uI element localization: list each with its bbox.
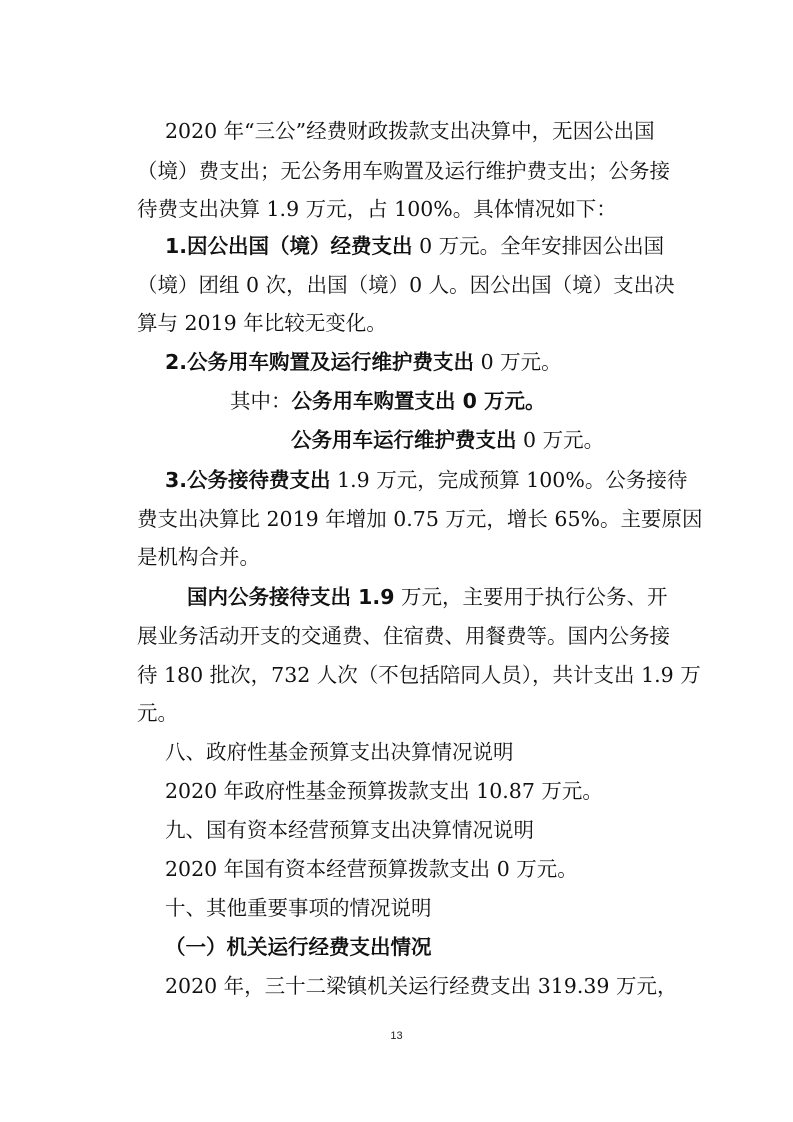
section-heading: 十、其他重要事项的情况说明 <box>165 896 432 920</box>
paragraph-line <box>165 232 664 260</box>
paragraph-line <box>230 387 546 415</box>
paragraph-text: 0 万元。全年安排因公出国 <box>412 234 665 258</box>
bold-heading-text: 3.公务接待费支出 <box>165 468 331 492</box>
paragraph-text: 1.9 万元，完成预算 100%。公务接待 <box>330 468 688 492</box>
paragraph-line: 2020 年，三十二梁镇机关运行经费支出 319.39 万元， <box>165 974 678 998</box>
paragraph-text: 其中： <box>230 389 292 413</box>
paragraph-text: 0 万元。 <box>516 428 605 452</box>
paragraph-line: 待费支出决算 1.9 万元，占 100%。具体情况如下： <box>137 197 617 221</box>
paragraph-line <box>165 348 562 376</box>
paragraph-line <box>291 426 604 454</box>
subsection-heading: （一）机关运行经费支出情况 <box>165 935 432 959</box>
paragraph-line: 展业务活动开支的交通费、住宿费、用餐费等。国内公务接 <box>137 624 670 648</box>
paragraph-text: 万元，主要用于执行公务、开 <box>394 585 668 609</box>
paragraph-line: 费支出决算比 2019 年增加 0.75 万元，增长 65%。主要原因 <box>137 507 703 531</box>
paragraph-text: 0 万元。 <box>474 350 562 374</box>
paragraph-line: 算与 2019 年比较无变化。 <box>137 311 387 335</box>
page-number: 13 <box>390 1030 403 1042</box>
paragraph-line: 2020 年政府性基金预算拨款支出 10.87 万元。 <box>165 779 603 803</box>
paragraph-line: 是机构合并。 <box>137 545 260 569</box>
paragraph-line: 待 180 批次，732 人次（不包括陪同人员），共计支出 1.9 万 <box>137 663 701 687</box>
bold-heading-text: 国内公务接待支出 1.9 <box>187 585 395 609</box>
section-heading: 九、国有资本经营预算支出决算情况说明 <box>165 818 534 842</box>
bold-heading-text: 公务用车购置支出 0 万元。 <box>291 389 546 413</box>
paragraph-line: （境）团组 0 次，出国（境）0 人。因公出国（境）支出决 <box>137 273 675 297</box>
bold-heading-text: 公务用车运行维护费支出 <box>291 428 517 452</box>
section-heading: 八、政府性基金预算支出决算情况说明 <box>165 740 514 764</box>
paragraph-line <box>165 466 687 494</box>
paragraph-line: 2020 年国有资本经营预算拨款支出 0 万元。 <box>165 857 578 881</box>
bold-heading-text: 2.公务用车购置及运行维护费支出 <box>165 350 475 374</box>
paragraph-line: 元。 <box>137 701 178 725</box>
paragraph-line: 2020 年“三公”经费财政拨款支出决算中，无因公出国 <box>165 119 655 143</box>
bold-heading-text: 1.因公出国（境）经费支出 <box>165 234 413 258</box>
paragraph-line: （境）费支出；无公务用车购置及运行维护费支出；公务接 <box>137 159 670 183</box>
paragraph-line <box>187 583 667 611</box>
